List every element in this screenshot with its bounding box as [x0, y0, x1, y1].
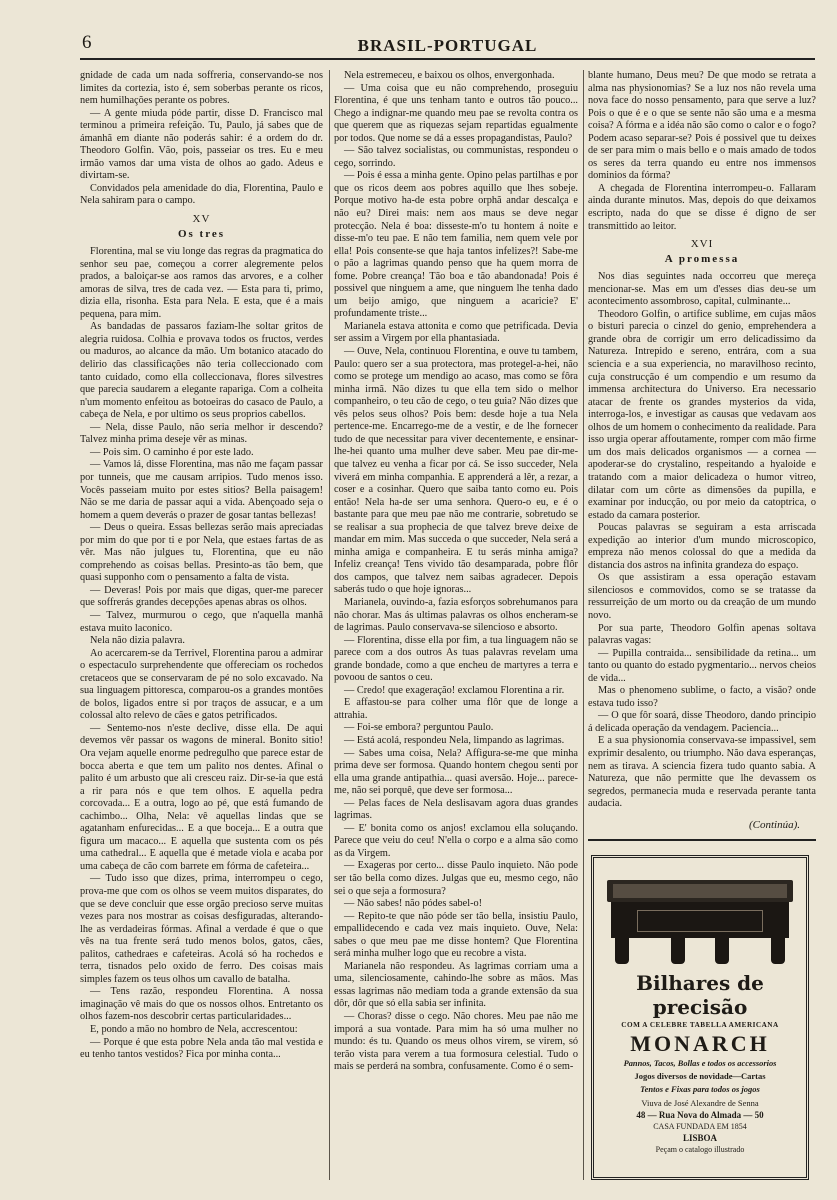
paragraph: — Pois sim. O caminho é por este lado. [90, 446, 254, 458]
page-number: 6 [82, 32, 92, 53]
article-column-3 [588, 70, 816, 841]
paragraph: — Pupilla contraida... sensibilidade da retina... um tanto ou quanto do estado pygmentario... nervos cheios de vida... [588, 647, 816, 684]
column-divider [583, 70, 584, 1180]
paragraph: — Nela, disse Paulo, não seria melhor ir descendo? Talvez minha prima deseje vêr as minas. [80, 421, 323, 446]
paragraph: — Sabes uma coisa, Nela? Affigura-se-me que minha prima deve ser formosa. Quando hontem chegou senti por ella uma grande antipathia... quasi aversão. Hoje... parece-me, não sei porquê, que deve ser formosa... [334, 747, 578, 797]
paragraph: — Não sabes! não pódes sabel-o! [344, 898, 483, 910]
paragraph: — Exageras por certo... disse Paulo inquieto. Não pode ser tão bella como dizes. Julgas que eu, mesmo cego, não sei o que seja a formosura? [334, 860, 578, 897]
paragraph: — Foi-se embora? perguntou Paulo. [344, 722, 494, 734]
paragraph: — Florentina, disse ella por fim, a tua linguagem não se parece com a dos outros As tuas palavras revelam uma grande bondade, como a que encheu de martyres a terra e povoou de santos o ceu. [334, 634, 578, 684]
paragraph: — São talvez socialistas, ou communistas, respondeu o cego, sorrindo. [334, 145, 578, 169]
ad-company: Viuva de José Alexandre de Senna [641, 1098, 759, 1108]
paragraph: Convidados pela amenidade do dia, Florentina, Paulo e Nela sahiram para o campo. [80, 182, 323, 207]
ad-headline: Bilhares de precisão [636, 971, 764, 1019]
paragraph: As bandadas de passaros faziam-lhe soltar gritos de alegria ruidosa. Colhia e provava todos os fructos, verdes ou maduros, ao alcance da mão. Um botanico atacado do delirio das classificações não teria colleccionado com tanto cuidado, como ella colleccionava, flores silvestres que parecia saudarem a elegante rapariga. Com a colheita n'um momento enfeitou as botoeiras do casaco de Paulo, a cabeça de Nela, e por ultimo os seus proprios cabellos. [80, 321, 323, 421]
paragraph: — Uma coisa que eu não comprehendo, proseguiu Florentina, é que uns tenham tanto e outros tão pouco... Chego a indignar-me quando meu pae se revolta contra os que querem que as riquezas sejam repartidas egualmente por todos. Que nome se dá a esses propagandistas, Paulo? [334, 82, 578, 144]
ad-accessories: Pannos, Tacos, Bollas e todos os accessorios [623, 1059, 777, 1068]
paragraph: Nela estremeceu, e baixou os olhos, envergonhada. [344, 70, 555, 81]
ad-catalog-note: Peçam o catalogo illustrado [655, 1145, 745, 1154]
chapter-number: XV [192, 213, 211, 226]
paragraph: A chegada de Florentina interrompeu-o. Fallaram ainda durante minutos. Mas, depois do que deixamos escripto, nada do que se disse é digno de ser transmittido ao leitor. [588, 182, 816, 232]
paragraph: Por sua parte, Theodoro Golfin apenas soltava palavras vagas: [588, 622, 816, 647]
paragraph: — O que fôr soará, disse Theodoro, dando principio á delicada operação da vendagem. Paciencia... [588, 710, 816, 734]
paragraph: E affastou-se para colher uma flôr que de longe a attrahia. [334, 697, 578, 721]
paragraph: — Está acolá, respondeu Nela, limpando as lagrimas. [344, 734, 565, 746]
billiards-advertisement [591, 855, 809, 1180]
ad-subheadline: COM A CELEBRE TABELLA AMERICANA [621, 1021, 779, 1029]
chapter-number: XVI [690, 238, 714, 251]
paragraph: Nela não dizia palavra. [90, 635, 185, 647]
ad-games: Jogos diversos de novidade—Cartas [634, 1071, 766, 1081]
paragraph: — Tens razão, respondeu Florentina. A nossa imaginação vê mais do que os nossos olhos. Entretanto os olhos fazem-nos descobrir certas particularidades... [80, 986, 323, 1023]
paragraph: Marianela não respondeu. As lagrimas corriam uma a uma, silenciosamente, cahindo-lhe sobre as mãos. Mas essas lagrimas não mediam toda a grande extensão da sua dôr, dôr que só ella sabia ser infinita. [334, 960, 578, 1010]
ad-address: 48 — Rua Nova do Almada — 50 [636, 1110, 764, 1120]
paragraph: — Deveras! Pois por mais que digas, quer-me parecer que soffrerás grandes decepções apenas abras os olhos. [80, 584, 323, 609]
paragraph: — Pois é essa a minha gente. Opino pelas partilhas e por que os ricos deem aos pobres aquillo que lhes sobeje. Porque motivo ha-de esta pobre orphã andar descalça e não eu? Direi mais: nem aos maus se deve negar protecção. Nela é boa: disseste-m'o tu hontem á noite e disse-m'o teu pae. E não tem familia, nem quem vele por ella! Pois consente-se que haja tantos infelizes?! Sabe-me o pão a lagrimas quando penso que ha quem morra de fome. Pobre creança! Tão boa e tão abandonada! Pois é possivel que ninguem a ame, que ninguem lhe tenha dado um beijo amigo, que ninguem a acaricie? E' profundamente triste... [334, 170, 578, 320]
paragraph: Florentina, mal se viu longe das regras da pragmatica do senhor seu pae, começou a correr alegremente pelos prados, a baloiçar-se aos ramos das arvores, e a colher amoras de silva, tres de cada vez. — Esta para ti, primo, dizia ella, risonha. Esta para Nela. E esta, que é a mais pequena, para mim. [80, 246, 323, 320]
paragraph: blante humano, Deus meu? De que modo se retrata a alma nas physionomias? Se a luz nos não revela uma nova face do nosso pensamento, para que serve a luz? Pois o que é e o que se sente não são uma e a mesma coisa? A fórma e a idéa não são como o calor e o fogo? Podem acaso separar-se? Pois é possivel que tu deixes de ser para mim o mais bello e o mais amado de todos os seres da terra quando eu entre nos immensos dominios da fórma? [588, 70, 816, 182]
chapter-title: A promessa [664, 252, 740, 265]
paragraph: — Choras? disse o cego. Não chores. Meu pae não me imporá a sua vontade. Para mim ha só uma mulher no mundo: és tu. Quando os meus olhos virem, se virem, só terão vista para verem a tua formosura celestial. Tudo o mais se perderá na sombra, confusamente. Como é o sem- [334, 1011, 578, 1073]
paragraph: gnidade de cada um nada soffreria, conservando-se nos limites da cortezia, isto é, sem soberbas perante os ricos, nem humilhações perante os pobres. [80, 70, 323, 107]
paragraph: Nos dias seguintes nada occorreu que mereça mencionar-se. Mas em um d'esses dias deu-se um acontecimento assombroso, capital, culminante... [588, 271, 816, 308]
continued-note: (Continúa). [748, 818, 800, 831]
paragraph: — Vamos lá, disse Florentina, mas não me façam passar por tunneis, que me causam arripios. Tudo menos isso. Vocês passeiam muito por estes sitios? Bella paisagem! Não se me daria de passar aqui a vida. Abençoado seja o homem a quem deverás o prazer de gosar tantas bellezas! [80, 459, 323, 521]
paragraph: E, pondo a mão no hombro de Nela, accrescentou: [90, 1024, 298, 1036]
paragraph: — Repito-te que não póde ser tão bella, insistiu Paulo, empallidecendo e cada vez mais inquieto. Ouve, Nela: sabes o que meu pae me disse hontem? Que Florentina será minha mulher logo que eu recobre a vista. [334, 910, 578, 960]
paragraph: — Deus o queira. Essas bellezas serão mais apreciadas por mim do que por ti e por Nela, que estaes fartas de as vêr. Mas não julgues tu, Florentina, que eu não comprehendo as coisas bellas. Presinto-as tão bem, que quasi supponho com o pensamento a falta de vista. [80, 522, 323, 584]
paragraph: — Talvez, murmurou o cego, que n'aquella manhã estava muito laconico. [80, 609, 323, 634]
ad-tokens: Tentos e Fixas para todos os jogos [640, 1084, 760, 1094]
paragraph: — Tudo isso que dizes, prima, interrompeu o cego, prova-me que com os olhos se veem muitos disparates, do que se deve concluir que esse orgão precioso serve muitas vezes para nos mostrar as coisas desfiguradas, alterando-lhe as verdadeiras fórmas. Afinal a verdade é que o que vês na tua frente será tudo menos bolos, gatos, cães, palitos, cathedraes e cafeteiras. Acolá só ha rochedos e terra, tisnados pelo oxido de ferro. Des coisas mais simples fazem os teus olhos um cavallo de batalha. [80, 873, 323, 985]
ad-brand: MONARCH [630, 1031, 770, 1056]
paragraph: Mas o phenomeno sublime, o facto, a visão? onde estava tudo isso? [588, 685, 816, 709]
article-column-2 [334, 70, 578, 1074]
page-header [80, 30, 815, 60]
ad-founded: CASA FUNDADA EM 1854 [653, 1122, 747, 1131]
masthead-title: BRASIL-PORTUGAL [357, 36, 538, 55]
paragraph: Marianela estava attonita e como que petrificada. Devia ser assim a Virgem por ella phantasiada. [334, 320, 578, 345]
paragraph: Theodoro Golfin, o artifice sublime, em cujas mãos o bisturi parecia o cinzel do genio, emprehendera a grande obra de corrigir um erro delicadissimo da Natureza. Intrepido e sereno, entrára, com a sua sciencia e a sua experiencia, no maravilhoso recinto, cuja construcção é um compendio e um resumo da immensa architectura do Universo. Era necessario atacar de frente os grandes mysterios da vida, interroga-los, e investigar as causas que vedavam aos olhos de um homem o conhecimento da realidade. Para isso urgia operar affoutamente, romper com mão firme um dos mais delicados organismos — a cornea — apoderar-se do crystalino, respeitando a hyaloide e tratando com a maior delicadeza o humor vitreo, dilatar com um côrte as dimensões da pupilla, e examinar por inducção, ou por meio da catoptrica, o estado da camara posterior. [588, 308, 816, 521]
paragraph: — Ouve, Nela, continuou Florentina, e ouve tu tambem, Paulo: quero ser a sua protectora, mas protegel-a-hei, não como se protege um mendigo ao acaso, mas como se fôra minha irmã. Não dizes tu que ella tem sido o melhor companheiro, o teu cão de cego, o teu guia? Não dizes que vês pelos seus olhos? Pois bem: desde hoje a tua Nela pertence-me. Encarrego-me de a vestir, e de lhe fornecer tudo de que necessitar para viver decentemente, e ensinar-lhe-hei quanto uma mulher deve saber. Meu pae dir-me-que talvez eu venha a ficar por cá. Se isso succeder, Nela viverá em minha companhia. E apprenderá a lêr, a rezar, a coser e a cosinhar. Quero que saiba tanto como eu. Pois então! Nela ha-de ser uma senhora. Quero-o eu, e é o bastante para que meu pae não me contrarie, sobretudo se se realisar a sua prophecia de que talvez breve deixe de mandar em mim. Mas succeda o que succeder, Nela será a minha amiga e companheira. E tu serás minha amiga? Infeliz creança! Tens vivido tão desamparada, pobre flôr dos campos, que talvez nem saibas agradecer. Depois saberás tudo o que hoje ignoras... [334, 346, 578, 596]
paragraph: — E' bonita como os anjos! exclamou ella soluçando. Parece que veiu do ceu! N'ella o corpo e a alma são como as da Virgem. [334, 822, 578, 859]
paragraph: Ao acercarem-se da Terrivel, Florentina parou a admirar o espectaculo surprehendente que offereciam os rochedos cretaceos que se conservaram de pé no solo excavado. Na sua linguagem pittoresca, comparou-os a grandes montões de bolos, ligados entre si por traços de assucar, e a um colossal alto relevo de cães e gatos petrificados. [80, 647, 323, 722]
paragraph: Os que assistiram a essa operação estavam silenciosos e commovidos, como se se tratasse da ressurreição de um morto ou da creação de um mundo novo. [588, 572, 816, 621]
paragraph: Marianela, ouvindo-a, fazia esforços sobrehumanos para não chorar. Mas ás ultimas palavras os olhos encheram-se de lagrimas. Paulo conservava-se silencioso e absorto. [334, 596, 578, 634]
column-divider [329, 70, 330, 1180]
ad-city: LISBOA [682, 1133, 717, 1143]
paragraph: — Pelas faces de Nela deslisavam agora duas grandes lagrimas. [334, 797, 578, 822]
section-separator [588, 839, 816, 841]
paragraph: — Credo! que exageração! exclamou Florentina a rir. [344, 684, 565, 696]
paragraph: — Sentemo-nos n'este declive, disse ella. De aqui devemos vêr passar os wagons de mineral. Bonito sitio! Ora vejam aquelle enorme pedregulho que parece estar de bocca aberta e que tem um palito nos dentes. Afinal o palito é um arbusto que ali cresceu raiz. Dir-se-ia que está a rir para nós e que tem olhos. E aquella pedra corcovada... E a outra, logo ao pé, que está fumando de cachimbo... Olha, Nela: vê aquellas lindas que se agatanham enfurecidas... E a que boceja... E a outra que figura um macaco... E aquella que sustenta com os pés uma cathedral... E aquella que é metade viola e acaba por uma cabeça de cão com barrete em fórma de cafeteira... [80, 722, 323, 872]
chapter-title: Os tres [177, 227, 226, 240]
paragraph: — A gente miuda póde partir, disse D. Francisco mal terminou a primeira refeição. Tu, Paulo, já sabes que de ámanhã em diante não poderás sahir: é a ordem do dr. Theodoro Golfin. Vão, pois, passeiar os tres. Eu e meu irmão vamos dar uma vista de olhos ao gado. Adeus e divirtam-se. [80, 107, 323, 182]
paragraph: Poucas palavras se seguiram a esta arriscada expedição ao interior d'um mundo microscopico, empreza não menos colossal do que a medida da distancia dos astros na infinita grandeza do espaço. [588, 522, 816, 571]
paragraph: — Porque é que esta pobre Nela anda tão mal vestida e eu tenho tantos vestidos? Fica por minha conta... [80, 1036, 323, 1061]
billiard-table-icon [607, 880, 793, 965]
paragraph: E a sua physionomia conservava-se impassivel, sem exprimir desalento, ou triumpho. Não dava esperanças, nem as tirava. A sciencia fizera tudo quanto sabia. A Natureza, que não permitte que lhe devassem os segredos, permanecia muda e reservada perante tanta audacia. [588, 735, 816, 810]
article-column-1 [80, 70, 323, 1062]
